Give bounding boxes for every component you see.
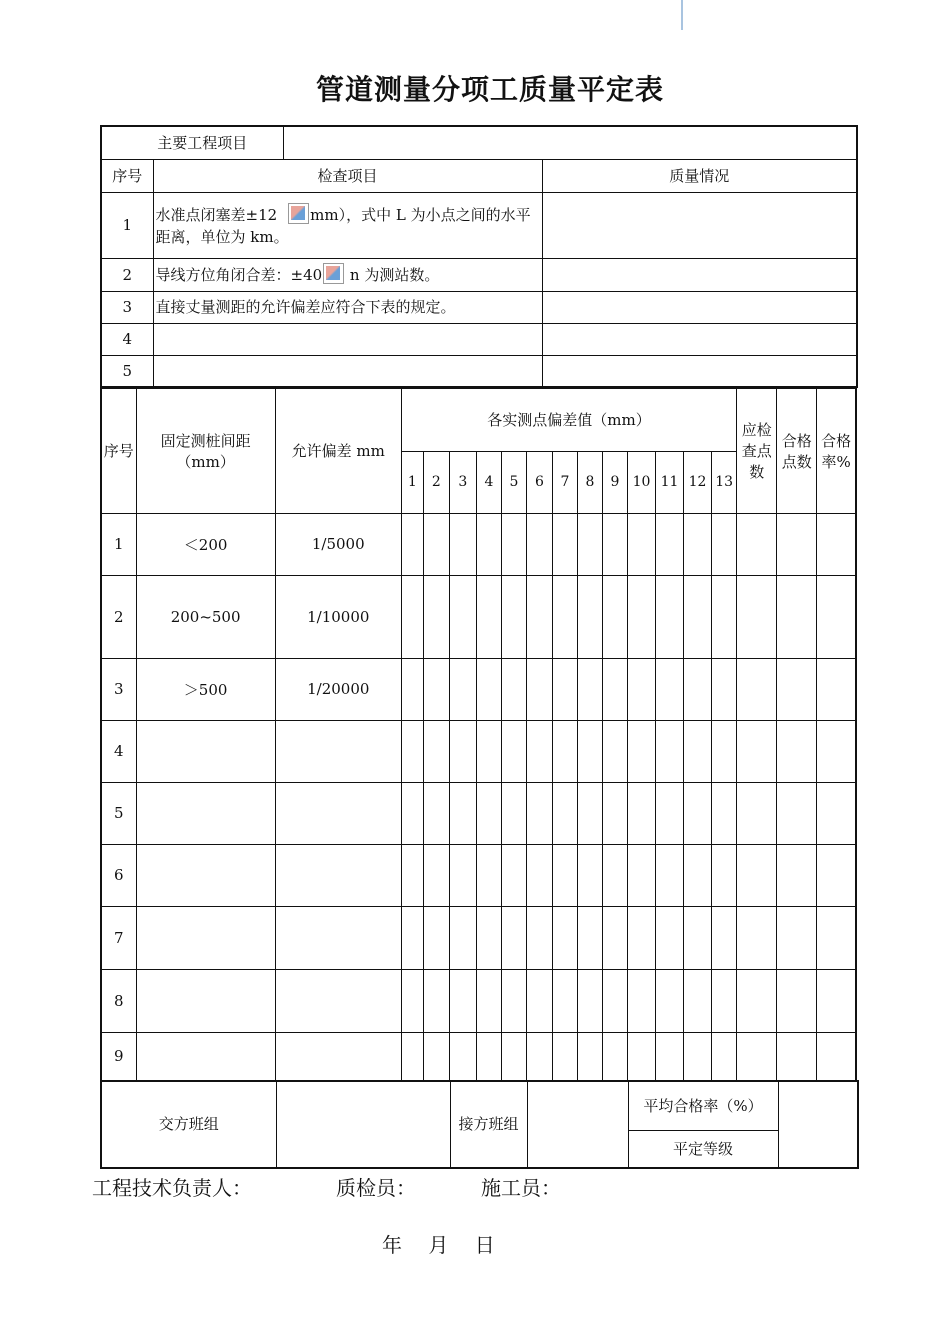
point-number-header: 12 [684,451,712,513]
measurement-cell[interactable] [476,513,501,575]
measurement-cell[interactable] [449,513,476,575]
measurement-cell[interactable] [526,844,552,906]
table-row [101,1032,856,1081]
measurement-cell[interactable] [401,782,423,844]
measurement-cell[interactable] [526,906,552,969]
measurement-cell[interactable] [712,969,737,1032]
header-deviation: 各实测点偏差值（mm） [401,388,736,451]
header-quality: 质量情况 [542,159,857,192]
measurement-cell[interactable] [401,513,423,575]
measurement-cell[interactable] [627,782,655,844]
check-row-text [153,192,542,258]
measurement-cell[interactable] [501,782,526,844]
check-row-seq: 3 [101,291,153,323]
measurement-cell[interactable] [737,844,777,906]
header-pass-points: 合格点数 [777,388,817,513]
measurement-cell[interactable] [526,969,552,1032]
measurement-cell[interactable] [552,1032,577,1081]
check-row-quality[interactable] [542,323,857,355]
point-number-header: 1 [401,451,423,513]
header-tolerance: 允许偏差 mm [275,388,401,513]
measurement-cell[interactable] [817,720,856,782]
measurement-cell[interactable] [476,720,501,782]
row-distance [136,782,275,844]
measurement-cell[interactable] [627,844,655,906]
measurement-cell[interactable] [602,720,627,782]
row-seq: 9 [101,1032,136,1081]
row-seq: 2 [101,575,136,658]
table-row [101,782,856,844]
measurement-cell[interactable] [656,720,684,782]
row-seq: 3 [101,658,136,720]
measurement-cell[interactable] [777,513,817,575]
measurement-cell[interactable] [577,1032,602,1081]
measurement-cell[interactable] [777,658,817,720]
row-seq: 6 [101,844,136,906]
measurement-cell[interactable] [737,513,777,575]
main-project-value[interactable] [283,126,857,159]
measurement-cell[interactable] [423,658,449,720]
measurement-cell[interactable] [777,575,817,658]
measurement-cell[interactable] [817,782,856,844]
point-number-header: 11 [656,451,684,513]
point-number-header: 4 [476,451,501,513]
measurement-cell[interactable] [449,782,476,844]
measurement-cell[interactable] [656,969,684,1032]
measurement-cell[interactable] [577,844,602,906]
measurement-cell[interactable] [817,969,856,1032]
table-row [101,575,856,658]
measurement-cell[interactable] [401,658,423,720]
measurement-cell[interactable] [712,720,737,782]
point-number-header: 13 [712,451,737,513]
row-distance [136,1032,275,1081]
measurement-cell[interactable] [602,658,627,720]
measurement-cell[interactable] [712,1032,737,1081]
measurement-cell[interactable] [602,844,627,906]
measurement-cell[interactable] [552,906,577,969]
check-row [101,291,857,323]
measurement-cell[interactable] [602,782,627,844]
table-row [101,720,856,782]
check-row [101,192,857,258]
measurement-cell[interactable] [501,906,526,969]
measurement-cell[interactable] [401,906,423,969]
measurement-cell[interactable] [627,513,655,575]
measurement-cell[interactable] [501,969,526,1032]
check-row-text: 直接丈量测距的允许偏差应符合下表的规定。 [153,291,542,323]
measurement-cell[interactable] [684,513,712,575]
measurement-cell[interactable] [577,969,602,1032]
measurement-cell[interactable] [712,658,737,720]
row-seq: 8 [101,969,136,1032]
receiver-team-value[interactable] [527,1081,628,1168]
measurement-cell[interactable] [526,782,552,844]
measurement-cell[interactable] [501,720,526,782]
measurement-cell[interactable] [817,906,856,969]
measurement-cell[interactable] [552,658,577,720]
point-number-header: 5 [501,451,526,513]
measurement-cell[interactable] [449,658,476,720]
measurement-cell[interactable] [526,575,552,658]
measurement-cell[interactable] [501,513,526,575]
measurement-cell[interactable] [737,720,777,782]
measurement-cell[interactable] [656,906,684,969]
measurement-cell[interactable] [577,906,602,969]
check-text-after: n 为测站数。 [345,266,440,284]
row-seq: 1 [101,513,136,575]
measurement-cell[interactable] [684,575,712,658]
measurement-cell[interactable] [526,1032,552,1081]
measurement-cell[interactable] [777,844,817,906]
inspector-signature: 质检员： [336,1176,416,1200]
measurement-cell[interactable] [627,720,655,782]
measurement-cell[interactable] [712,844,737,906]
measurement-cell[interactable] [627,575,655,658]
measurement-cell[interactable] [449,969,476,1032]
measurement-cell[interactable] [777,906,817,969]
check-text-after: mm），式中 L 为小点之间的水平距离，单位为 km。 [155,205,531,246]
measurement-cell[interactable] [449,720,476,782]
measurement-cell[interactable] [476,969,501,1032]
measurement-table [100,387,857,1082]
measurement-cell[interactable] [737,782,777,844]
measurement-cell[interactable] [501,1032,526,1081]
measurement-cell[interactable] [552,720,577,782]
row-distance: ＞500 [136,658,275,720]
row-tolerance [275,1032,401,1081]
measurement-cell[interactable] [401,1032,423,1081]
point-number-header: 2 [423,451,449,513]
tech-lead-signature: 工程技术负责人： [92,1176,252,1200]
measurement-cell[interactable] [602,1032,627,1081]
measurement-cell[interactable] [552,782,577,844]
measurement-cell[interactable] [684,782,712,844]
check-row-text[interactable] [153,323,542,355]
check-row-seq: 1 [101,192,153,258]
measurement-cell[interactable] [552,575,577,658]
point-number-header: 9 [602,451,627,513]
measurement-cell[interactable] [577,513,602,575]
check-row-text [153,258,542,291]
check-row-text[interactable] [153,355,542,387]
check-row-quality[interactable] [542,192,857,258]
avg-pass-rate-label: 平均合格率（%） [628,1081,778,1131]
corner-mark [681,0,683,30]
measurement-cell[interactable] [737,1032,777,1081]
measurement-cell[interactable] [577,720,602,782]
header-pass-rate: 合格率% [817,388,856,513]
check-row-seq: 4 [101,323,153,355]
measurement-cell[interactable] [712,906,737,969]
check-row-quality[interactable] [542,258,857,291]
measurement-cell[interactable] [423,844,449,906]
measurement-cell[interactable] [476,782,501,844]
measurement-cell[interactable] [423,969,449,1032]
measurement-cell[interactable] [817,1032,856,1081]
measurement-cell[interactable] [423,513,449,575]
measurement-cell[interactable] [423,782,449,844]
measurement-cell[interactable] [423,720,449,782]
measurement-cell[interactable] [627,1032,655,1081]
table-row [101,969,856,1032]
measurement-cell[interactable] [401,969,423,1032]
formula-image-icon [323,263,344,284]
point-number-header: 8 [577,451,602,513]
measurement-cell[interactable] [684,969,712,1032]
inspection-items-table [100,125,858,388]
point-number-header: 7 [552,451,577,513]
measurement-cell[interactable] [577,658,602,720]
measurement-cell[interactable] [501,844,526,906]
row-seq: 7 [101,906,136,969]
measurement-cell[interactable] [476,658,501,720]
measurement-cell[interactable] [627,969,655,1032]
measurement-cell[interactable] [777,720,817,782]
table-row [101,658,856,720]
header-distance: 固定测桩间距（mm） [136,388,275,513]
measurement-cell[interactable] [656,575,684,658]
measurement-cell[interactable] [684,720,712,782]
measurement-cell[interactable] [602,906,627,969]
measurement-cell[interactable] [552,513,577,575]
check-text-before: 导线方位角闭合差：±40 [155,266,323,284]
point-number-header: 3 [449,451,476,513]
date-line: 年 月 日 [382,1233,495,1257]
measurement-cell[interactable] [656,1032,684,1081]
row-distance: 200~500 [136,575,275,658]
measurement-cell[interactable] [501,658,526,720]
row-tolerance: 1/20000 [275,658,401,720]
check-text-before: 水准点闭塞差±12 [155,205,278,224]
measurement-cell[interactable] [684,906,712,969]
check-row-seq: 2 [101,258,153,291]
measurement-cell[interactable] [712,782,737,844]
row-distance: ＜200 [136,513,275,575]
measurement-cell[interactable] [552,844,577,906]
measurement-cell[interactable] [552,969,577,1032]
measurement-cell[interactable] [449,906,476,969]
avg-pass-rate-value[interactable] [778,1081,858,1168]
measurement-cell[interactable] [777,1032,817,1081]
row-tolerance [275,720,401,782]
point-number-header: 10 [627,451,655,513]
measurement-cell[interactable] [817,658,856,720]
measurement-cell[interactable] [401,575,423,658]
measurement-cell[interactable] [449,575,476,658]
measurement-cell[interactable] [737,906,777,969]
table-row [101,844,856,906]
measurement-cell[interactable] [656,658,684,720]
row-distance [136,844,275,906]
main-project-label: 主要工程项目 [101,126,283,159]
measurement-cell[interactable] [684,844,712,906]
measurement-cell[interactable] [602,575,627,658]
row-tolerance [275,782,401,844]
check-row-seq: 5 [101,355,153,387]
handover-team-value[interactable] [276,1081,450,1168]
point-number-header: 6 [526,451,552,513]
check-row [101,355,857,387]
check-row [101,323,857,355]
measurement-cell[interactable] [656,782,684,844]
row-tolerance [275,844,401,906]
check-row [101,258,857,291]
measurement-cell[interactable] [712,575,737,658]
measurement-cell[interactable] [777,782,817,844]
row-tolerance: 1/5000 [275,513,401,575]
table-row [101,906,856,969]
check-row-quality[interactable] [542,355,857,387]
receiver-team-label: 接方班组 [450,1081,527,1168]
header-should-check: 应检查点数 [737,388,777,513]
measurement-cell[interactable] [656,513,684,575]
measurement-cell[interactable] [684,1032,712,1081]
row-tolerance [275,906,401,969]
row-distance [136,969,275,1032]
measurement-cell[interactable] [526,658,552,720]
measurement-cell[interactable] [401,720,423,782]
measurement-cell[interactable] [817,513,856,575]
measurement-cell[interactable] [476,575,501,658]
measurement-cell[interactable] [602,513,627,575]
measurement-cell[interactable] [602,969,627,1032]
measurement-cell[interactable] [684,658,712,720]
handover-table [100,1080,859,1169]
row-tolerance [275,969,401,1032]
measurement-cell[interactable] [577,782,602,844]
measurement-cell[interactable] [577,575,602,658]
measurement-cell[interactable] [423,906,449,969]
builder-signature: 施工员： [481,1176,561,1200]
measurement-cell[interactable] [476,844,501,906]
measurement-cell[interactable] [627,658,655,720]
row-distance [136,720,275,782]
header-seq: 序号 [101,159,153,192]
measurement-cell[interactable] [501,575,526,658]
measurement-cell[interactable] [627,906,655,969]
measurement-cell[interactable] [401,844,423,906]
measurement-cell[interactable] [449,844,476,906]
measurement-cell[interactable] [737,575,777,658]
measurement-cell[interactable] [526,513,552,575]
handover-team-label: 交方班组 [101,1081,276,1168]
measurement-cell[interactable] [737,658,777,720]
row-tolerance: 1/10000 [275,575,401,658]
table-row [101,513,856,575]
header-check-item: 检查项目 [153,159,542,192]
row-seq: 5 [101,782,136,844]
measurement-cell[interactable] [817,844,856,906]
measurement-cell[interactable] [423,575,449,658]
measurement-cell[interactable] [817,575,856,658]
measurement-cell[interactable] [449,1032,476,1081]
row-distance [136,906,275,969]
grade-label: 平定等级 [628,1131,778,1168]
formula-image-icon [288,203,309,224]
measurement-cell[interactable] [656,844,684,906]
measurement-cell[interactable] [423,1032,449,1081]
measurement-cell[interactable] [526,720,552,782]
header-seq: 序号 [101,388,136,513]
measurement-cell[interactable] [476,1032,501,1081]
row-seq: 4 [101,720,136,782]
check-row-quality[interactable] [542,291,857,323]
page-title: 管道测量分项工质量平定表 [315,73,664,106]
measurement-cell[interactable] [737,969,777,1032]
measurement-cell[interactable] [712,513,737,575]
measurement-cell[interactable] [777,969,817,1032]
measurement-cell[interactable] [476,906,501,969]
